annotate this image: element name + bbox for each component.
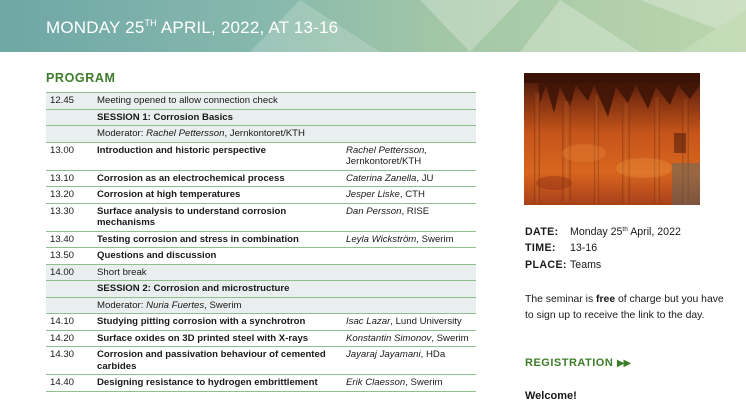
speaker-cell	[342, 248, 476, 265]
speaker-cell	[342, 330, 476, 347]
session-title: SESSION 1: Corrosion Basics	[93, 109, 476, 126]
time-cell: 13.00	[46, 142, 93, 170]
speaker-affiliation: , HDa	[420, 349, 446, 360]
speaker-cell	[342, 93, 476, 110]
speaker-name: Dan Persson	[346, 205, 402, 217]
time-cell: 14.30	[46, 347, 93, 375]
program-row	[46, 264, 476, 281]
talk-title: Corrosion at high temperatures	[93, 187, 342, 204]
program-row	[46, 347, 476, 375]
speaker-affiliation: Jernkontoret/KTH	[346, 156, 422, 167]
speaker-affiliation: , RISE	[401, 205, 430, 217]
date-value: Monday 25th April, 2022	[570, 226, 681, 238]
speaker-cell	[342, 231, 476, 248]
speaker-affiliation: , Swerim	[416, 233, 454, 245]
time-cell: 13.10	[46, 170, 93, 187]
time-cell: 13.30	[46, 203, 93, 231]
speaker-name: Jayaraj Jayamani	[346, 349, 421, 360]
time-cell	[46, 281, 93, 298]
time-cell: 12.45	[46, 93, 93, 110]
time-cell	[46, 126, 93, 143]
speaker-name: Caterina Zanella	[346, 172, 417, 184]
program-row	[46, 375, 476, 392]
talk-title: Meeting opened to allow connection check	[93, 93, 342, 110]
program-row	[46, 93, 476, 110]
speaker-cell	[342, 170, 476, 187]
program-row	[46, 203, 476, 231]
program-row	[46, 330, 476, 347]
time-cell: 13.20	[46, 187, 93, 204]
speaker-name: Leyla Wickström	[346, 233, 417, 245]
speaker-cell	[342, 264, 476, 281]
program-row	[46, 187, 476, 204]
speaker-affiliation: , Swerim	[431, 332, 469, 344]
speaker-name: Erik Claesson	[346, 377, 406, 388]
program-table	[46, 92, 476, 392]
talk-title: Short break	[93, 264, 342, 281]
header-banner	[0, 0, 746, 52]
speaker-cell	[342, 142, 476, 170]
date-label: DATE:	[525, 226, 559, 238]
program-row	[46, 248, 476, 265]
time-cell: 14.20	[46, 330, 93, 347]
speaker-affiliation: , Swerim	[405, 377, 443, 388]
talk-title: Surface analysis to understand corrosion mechanisms	[93, 203, 342, 231]
talk-title: Surface oxides on 3D printed steel with X-rays	[93, 330, 342, 347]
time-label: TIME:	[525, 242, 556, 254]
time-cell: 14.10	[46, 314, 93, 331]
time-cell: 14.00	[46, 264, 93, 281]
time-cell	[46, 109, 93, 126]
talk-title: Studying pitting corrosion with a synchrotron	[93, 314, 342, 331]
play-arrows-icon: ▶▶	[616, 358, 631, 369]
moderator-label: Moderator:	[97, 128, 147, 139]
time-cell: 13.40	[46, 231, 93, 248]
speaker-cell	[342, 314, 476, 331]
speaker-cell	[342, 187, 476, 204]
time-cell: 13.50	[46, 248, 93, 265]
talk-title: Testing corrosion and stress in combination	[93, 231, 342, 248]
registration-link[interactable]: REGISTRATION ▶▶	[525, 357, 631, 369]
welcome-text: Welcome!	[525, 390, 577, 402]
talk-title: Questions and discussion	[93, 248, 342, 265]
speaker-affiliation: , JU	[416, 172, 434, 184]
time-value: 13-16	[570, 242, 598, 254]
session-title: SESSION 2: Corrosion and microstructure	[93, 281, 476, 298]
place-value: Teams	[570, 259, 602, 271]
speaker-cell	[342, 375, 476, 392]
moderator-name: Nuria Fuertes	[146, 299, 205, 311]
talk-title: Introduction and historic perspective	[93, 142, 342, 170]
speaker-affiliation: , Lund University	[390, 316, 462, 327]
moderator-affiliation: , Jernkontoret/KTH	[224, 128, 305, 139]
session-row	[46, 109, 476, 126]
moderator-row	[46, 126, 476, 143]
program-row	[46, 314, 476, 331]
moderator-affiliation: , Swerim	[204, 299, 242, 311]
speaker-name: Rachel Pettersson,	[346, 144, 428, 156]
program-heading: PROGRAM	[46, 71, 116, 85]
moderator-cell	[93, 297, 476, 314]
moderator-row	[46, 297, 476, 314]
program-row	[46, 231, 476, 248]
corrosion-photo	[524, 73, 700, 205]
talk-title: Corrosion as an electrochemical process	[93, 170, 342, 187]
moderator-cell	[93, 126, 476, 143]
free-of-charge-text: The seminar is free of charge but you have to sign up to receive the link to the day.	[525, 294, 724, 321]
event-date-title: MONDAY 25TH APRIL, 2022, AT 13-16	[46, 18, 339, 37]
speaker-name: Konstantin Simonov	[346, 332, 432, 344]
talk-title: Designing resistance to hydrogen embrittlement	[93, 375, 342, 392]
speaker-cell	[342, 347, 476, 375]
speaker-name: Isac Lazar	[346, 316, 391, 327]
program-row	[46, 170, 476, 187]
program-row	[46, 142, 476, 170]
place-label: PLACE:	[525, 259, 567, 271]
talk-title: Corrosion and passivation behaviour of cemented carbides	[93, 347, 342, 375]
speaker-affiliation: , CTH	[399, 189, 425, 200]
session-row	[46, 281, 476, 298]
speaker-cell	[342, 203, 476, 231]
time-cell	[46, 297, 93, 314]
moderator-name: Rachel Pettersson	[146, 128, 225, 139]
moderator-label: Moderator:	[97, 299, 147, 311]
speaker-name: Jesper Liske	[346, 189, 400, 200]
time-cell: 14.40	[46, 375, 93, 392]
